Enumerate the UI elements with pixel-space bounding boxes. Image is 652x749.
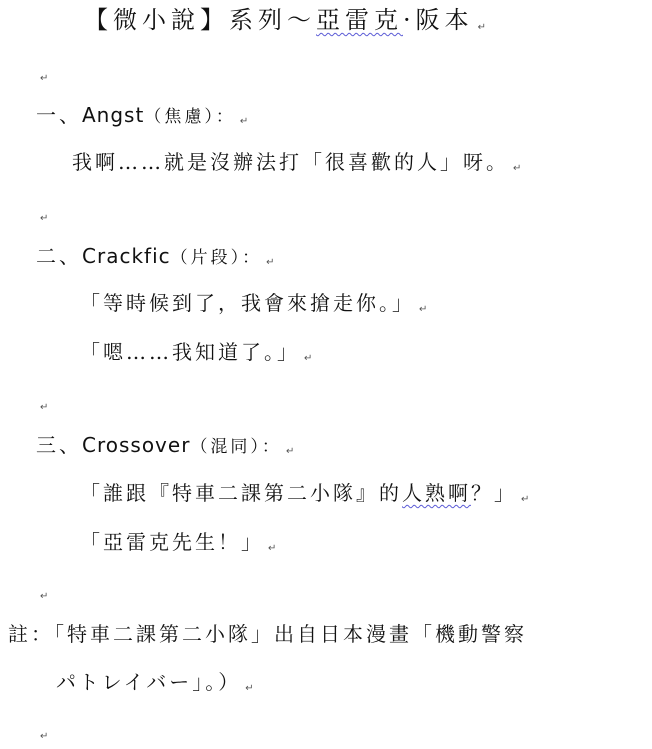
body-text: 「等時候到了，我會來搶走你。」 xyxy=(80,291,415,315)
paragraph-mark-icon: ↵ xyxy=(285,446,295,457)
section-heading-number: 三、 xyxy=(36,433,82,457)
title-suffix: 阪本 xyxy=(415,6,474,34)
paragraph-mark-icon: ↵ xyxy=(521,494,530,505)
section-heading-note: （焦慮）： xyxy=(144,107,236,127)
section-2-line-1 xyxy=(80,291,427,322)
footnote-text: 註：「特車二課第二小隊」出自日本漫畫「機動警察 xyxy=(8,622,527,646)
section-3-line-1 xyxy=(80,481,529,512)
empty-paragraph xyxy=(36,578,48,609)
section-heading-term: Crossover xyxy=(82,433,191,457)
body-text: 我啊……就是沒辦法打「很喜歡的人」呀。 xyxy=(72,150,509,174)
title-dot: · xyxy=(403,6,416,34)
section-heading-2 xyxy=(36,244,275,275)
section-heading-term: Angst xyxy=(82,103,145,127)
body-text: 「誰跟『特車二課第二小隊』的 xyxy=(80,481,402,505)
document-title xyxy=(84,8,486,40)
section-heading-3 xyxy=(36,433,294,464)
paragraph-mark-icon: ↵ xyxy=(304,353,313,364)
paragraph-mark-icon: ↵ xyxy=(245,683,254,694)
empty-paragraph xyxy=(36,718,48,749)
section-heading-number: 二、 xyxy=(36,244,82,268)
paragraph-mark-icon: ↵ xyxy=(477,22,487,33)
paragraph-mark-icon: ↵ xyxy=(40,731,49,742)
paragraph-mark-icon: ↵ xyxy=(268,543,277,554)
footnote-line-2 xyxy=(56,670,254,701)
paragraph-mark-icon: ↵ xyxy=(40,213,49,224)
body-text: 「亞雷克先生！」 xyxy=(80,530,264,554)
section-heading-term: Crackfic xyxy=(82,244,171,268)
paragraph-mark-icon: ↵ xyxy=(513,163,522,174)
title-prefix: 【微小說】系列～ xyxy=(84,6,316,34)
section-heading-1 xyxy=(36,103,248,134)
paragraph-mark-icon: ↵ xyxy=(266,257,275,268)
footnote-line-1 xyxy=(8,622,527,646)
section-3-line-2 xyxy=(80,530,276,561)
body-text: ？」 xyxy=(471,481,517,505)
section-1-line-1 xyxy=(72,150,521,181)
empty-paragraph xyxy=(36,389,48,420)
paragraph-mark-icon: ↵ xyxy=(419,304,428,315)
paragraph-mark-icon: ↵ xyxy=(40,591,49,602)
section-2-line-2 xyxy=(80,340,312,371)
paragraph-mark-icon: ↵ xyxy=(40,73,49,84)
paragraph-mark-icon: ↵ xyxy=(40,402,49,413)
empty-paragraph xyxy=(36,200,48,231)
body-text: 「嗯……我知道了。」 xyxy=(80,340,300,364)
section-heading-note: （片段）： xyxy=(170,248,263,268)
title-name-spellcheck: 亞雷克 xyxy=(316,6,403,34)
empty-paragraph xyxy=(36,60,48,91)
body-text-spellcheck: 人熟啊 xyxy=(402,481,471,505)
section-heading-note: （混同）： xyxy=(190,437,282,457)
section-heading-number: 一、 xyxy=(36,103,82,127)
paragraph-mark-icon: ↵ xyxy=(239,116,249,127)
footnote-text: パトレイバー」。） xyxy=(56,670,242,694)
